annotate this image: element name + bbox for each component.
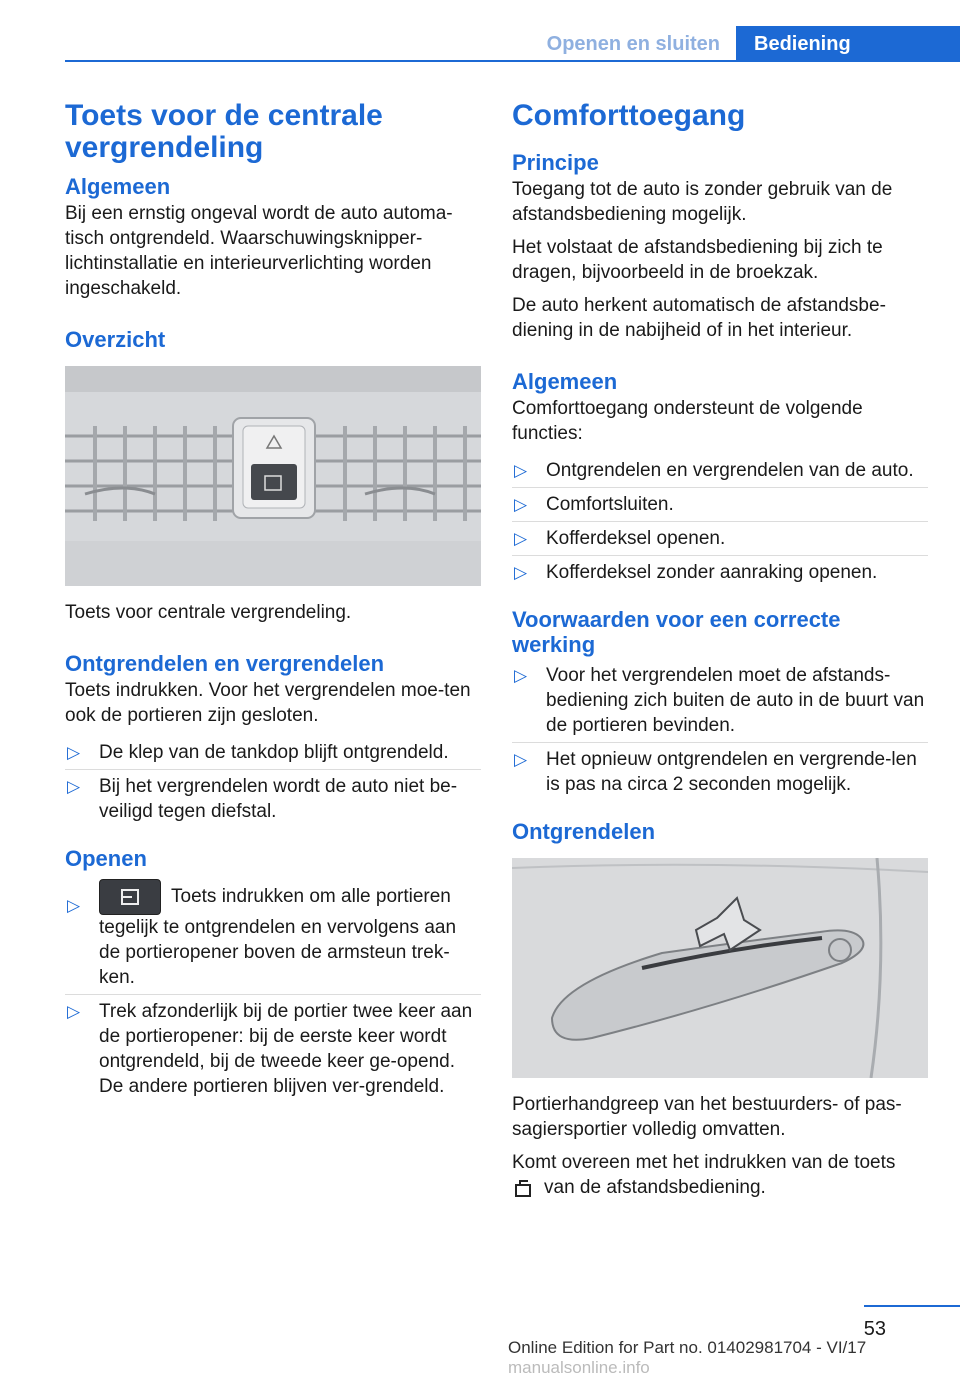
paragraph-functies-intro: Comforttoegang ondersteunt de volgende functies: [512,398,863,444]
bullet-list-functies [512,454,928,589]
triangle-bullet-icon: ▷ [67,743,81,762]
heading-algemeen: Algemeen [65,174,171,199]
footer-rule [864,1305,960,1307]
footer-edition: Online Edition for Part no. 01402981704 - VI/17 manualsonline.info [508,1338,867,1377]
paragraph-principe-1: Toegang tot de auto is zonder gebruik van de afstandsbediening mogelijk. [512,179,893,225]
list-item: ▷ Comfortsluiten. [512,487,928,521]
heading-openen: Openen [65,846,147,871]
heading-ontgrendelen-vergrendelen: Ontgrendelen en vergrendelen [65,651,385,676]
figure-caption-button: Toets voor centrale vergrendeling. [65,602,352,623]
list-item: ▷ Trek afzonderlijk bij de portier twee keer aan de portieropener: bij de eerste keer wordt ontgrendeld, bij de tweede keer ge-opend. De andere portieren blijven ver-grendeld. [65,994,481,1103]
list-item: ▷ De klep van de tankdop blijft ontgrendeld. [67,742,449,763]
heading-voorwaarden: Voorwaarden voor een correcte werking [512,607,841,657]
heading-ontgrendelen: Ontgrendelen [512,819,656,844]
heading-overzicht: Overzicht [65,327,166,352]
triangle-bullet-icon: ▷ [514,750,528,769]
list-item: ▷ Toets indrukken om alle portieren tegelijk te ontgrendelen en vervolgens aan de portieropener boven de armsteun trek-ken. [65,879,481,994]
left-column [65,100,481,1103]
watermark: manualsonline.info [508,1358,650,1377]
triangle-bullet-icon: ▷ [514,563,528,582]
heading-principe: Principe [512,150,599,175]
door-handle-image [512,858,928,1078]
paragraph-principe-2: Het volstaat de afstandsbediening bij zich te dragen, bijvoorbeeld in de broekzak. [512,237,883,283]
header-chapter-tab[interactable]: Bediening [736,26,960,62]
list-item: ▷ Bij het vergrendelen wordt de auto niet be-veiligd tegen diefstal. [65,769,481,828]
paragraph-algemeen: Bij een ernstig ongeval wordt de auto automa-tisch ontgrendeld. Waarschuwingsknipper-lichtinstallatie en interieurverlichting worden ingeschakeld. [65,203,453,299]
triangle-bullet-icon: ▷ [67,1002,81,1021]
header-section-tab[interactable]: Openen en sluiten [546,33,720,55]
triangle-bullet-icon: ▷ [67,777,81,796]
triangle-bullet-icon: ▷ [514,495,528,514]
paragraph-komt-overeen: Komt overeen met het indrukken van de toets van de afstandsbediening. [512,1152,896,1198]
list-item: ▷ Kofferdeksel zonder aanraking openen. [512,555,928,589]
paragraph-toets-indrukken: Toets indrukken. Voor het vergrendelen moe-ten ook de portieren zijn gesloten. [65,680,471,726]
list-item: ▷ Het opnieuw ontgrendelen en vergrende-len is pas na circa 2 seconden mogelijk. [512,742,928,801]
page-number: 53 [863,1318,886,1340]
section-title-central-locking: Toets voor de centrale vergrendeling [65,99,383,164]
section-title-comforttoegang: Comforttoegang [512,99,746,132]
list-item: ▷ Kofferdeksel openen. [512,521,928,555]
heading-algemeen-right: Algemeen [512,369,618,394]
bullet-list-lock-notes [65,736,481,828]
figure-caption-door-handle: Portierhandgreep van het bestuurders- of pas-sagiersportier volledig omvatten. [512,1094,902,1140]
triangle-bullet-icon: ▷ [514,529,528,548]
paragraph-principe-3: De auto herkent automatisch de afstandsbe-diening in de nabijheid of in het interieur. [512,295,886,341]
triangle-bullet-icon: ▷ [514,666,528,685]
unlock-key-icon [512,1177,536,1199]
central-locking-button-image [65,366,481,586]
list-item: ▷ Voor het vergrendelen moet de afstands-bediening zich buiten de auto in de buurt van de portieren bevinden. [514,665,925,736]
unlock-button-icon [99,879,161,915]
right-column [512,100,928,1208]
triangle-bullet-icon: ▷ [514,461,528,480]
bullet-list-voorwaarden [512,659,928,801]
triangle-bullet-icon: ▷ [67,896,81,915]
bullet-list-openen [65,879,481,1103]
list-item: ▷ Ontgrendelen en vergrendelen van de auto. [514,460,914,481]
